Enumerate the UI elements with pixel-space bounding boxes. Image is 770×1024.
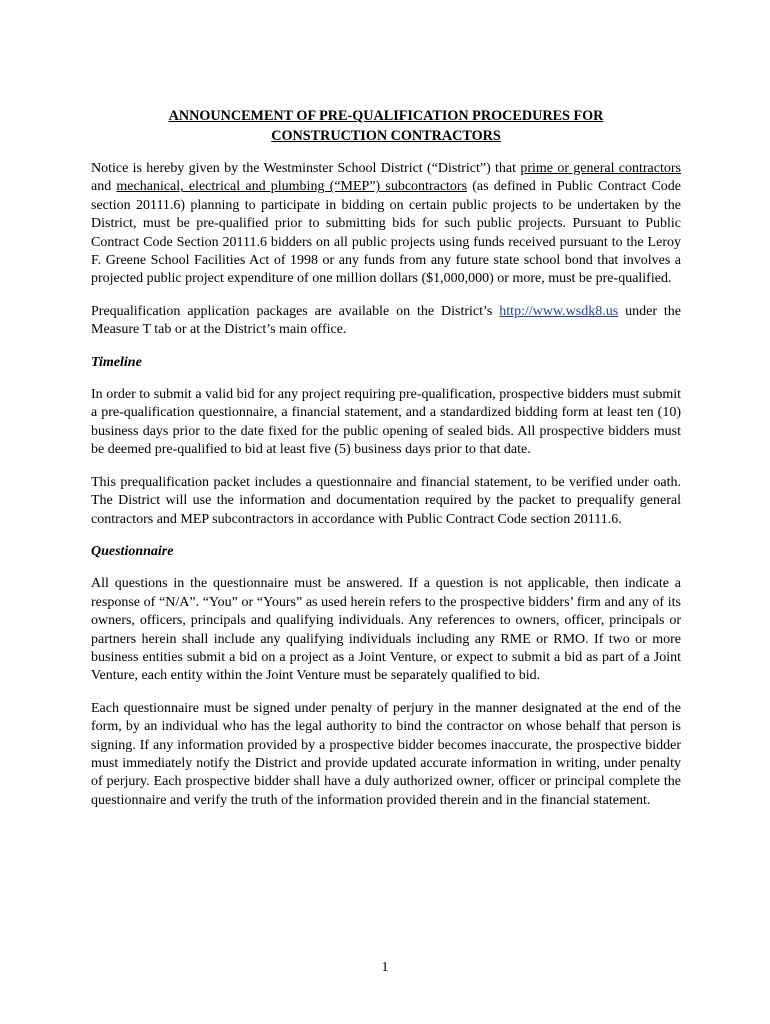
- packages-text-1: Prequalification application packages are available on the District’s: [91, 303, 500, 319]
- intro-text-1: Notice is hereby given by the Westminster School District (“District”) that: [91, 161, 521, 176]
- questionnaire-paragraph-2: Each questionnaire must be signed under penalty of perjury in the manner designated at the end of the form, by an individual who has the legal authority to bind the contractor on whose behalf that person is signing. If any information provided by a prospective bidder becomes inaccurate, the prospective bidder must immediately notify the District and provide updated accurate information in writing, under penalty of perjury. Each prospective bidder shall have a duly authorized owner, officer or principal complete the questionnaire and verify the truth of the information provided therein and in the financial statement.: [91, 700, 681, 808]
- packages-paragraph: [91, 303, 681, 340]
- packages-text-2: under the Measure T tab or at the District’s main office.: [91, 303, 681, 338]
- questionnaire-paragraph-1: All questions in the questionnaire must be answered. If a question is not applicable, then indicate a response of “N/A”. “You” or “Yours” as used herein refers to the prospective bidders’ firm and any of its owners, officers, principals and qualifying individuals. Any references to owners, officer, principals or partners herein shall include any qualifying individuals including any RME or RMO. If two or more business entities submit a bid on a project as a Joint Venture, or expect to submit a bid as part of a Joint Venture, each entity within the Joint Venture must be separately qualified to bid.: [91, 576, 681, 684]
- timeline-paragraph-1: In order to submit a valid bid for any project requiring pre-qualification, prospective bidders must submit a pre-qualification questionnaire, a financial statement, and a standardized bidding form at least ten (10) business days prior to the date fixed for the public opening of sealed bids. All prospective bidders must be deemed pre-qualified to bid at least five (5) business days prior to that date.: [91, 387, 681, 458]
- intro-text-2: and: [91, 179, 117, 195]
- document-body: [91, 106, 681, 824]
- questionnaire-heading: Questionnaire: [91, 543, 174, 559]
- mep-subcontractors-underlined: mechanical, electrical and plumbing (“MEP”) subcontractors: [116, 179, 468, 195]
- title-line-1: ANNOUNCEMENT OF PRE-QUALIFICATION PROCEDURES FOR: [168, 108, 604, 124]
- timeline-paragraph-2: This prequalification packet includes a questionnaire and financial statement, to be verified under oath. The District will use the information and documentation required by the packet to prequalify general contractors and MEP subcontractors in accordance with Public Contract Code section 20111.6.: [91, 474, 681, 527]
- timeline-heading: Timeline: [91, 354, 142, 370]
- document-title: [91, 106, 681, 146]
- page-number: 1: [381, 960, 389, 975]
- intro-text-3: (as defined in Public Contract Code section 20111.6) planning to participate in bidding on certain public projects to be undertaken by the District, must be pre-qualified prior to submitting bids for such public projects. Pursuant to Public Contract Code Section 20111.6 bidders on all public projects using funds received pursuant to the Leroy F. Greene School Facilities Act of 1998 or any funds from any future state school bond that involves a projected public project expenditure of one million dollars ($1,000,000) or more, must be pre-qualified.: [91, 179, 682, 287]
- prime-contractors-underlined: prime or general contractors: [520, 161, 681, 176]
- intro-paragraph: [91, 160, 681, 289]
- title-line-2: CONSTRUCTION CONTRACTORS: [271, 128, 501, 144]
- district-website-link[interactable]: http://www.wsdk8.us: [499, 303, 619, 319]
